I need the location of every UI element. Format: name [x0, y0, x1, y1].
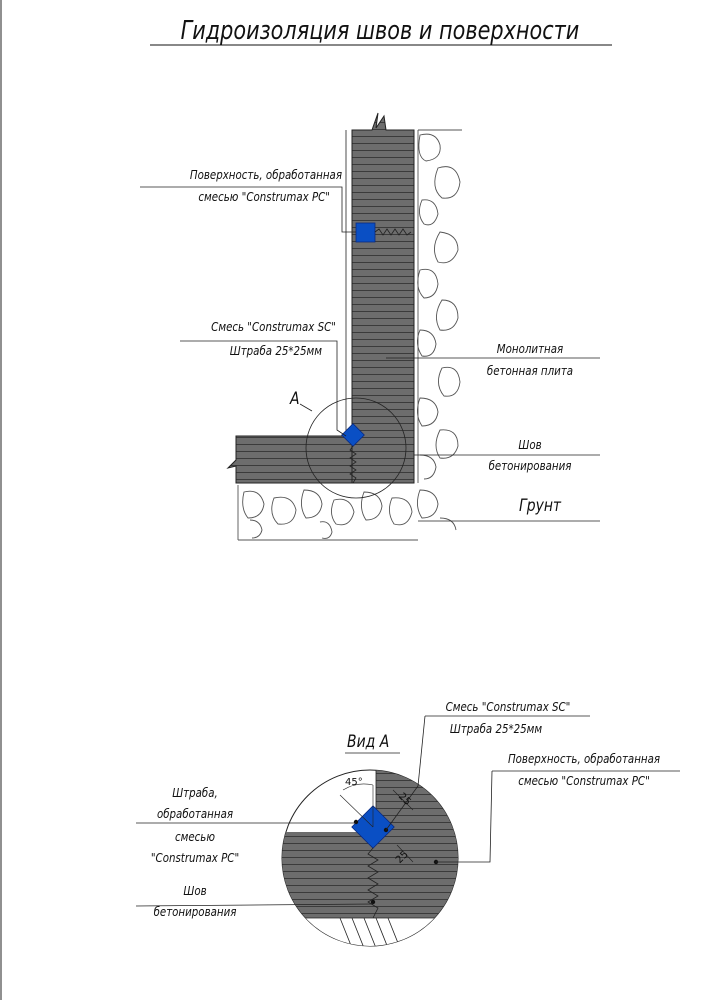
concrete-wall: [352, 113, 414, 483]
label-surface-line1: Поверхность, обработанная: [189, 167, 342, 182]
view-a-detail: [270, 760, 486, 948]
upper-groove-sealant: [356, 223, 375, 242]
view-a-title: Вид A: [347, 732, 390, 752]
dimension-side-bottom: 25: [393, 849, 411, 866]
page-title: Гидроизоляция швов и поверхности: [180, 16, 580, 46]
dimension-side-top: 25: [395, 791, 413, 808]
view-a-label-joint-line1: Шов: [183, 883, 207, 898]
label-ground: Грунт: [518, 496, 562, 516]
label-mix-line2: Штраба 25*25мм: [229, 343, 322, 358]
view-a-label-surface-line2: смесью "Construmax PC": [518, 773, 650, 788]
concrete-slab: [228, 436, 352, 483]
view-a-label-joint-line2: бетонирования: [153, 904, 237, 919]
label-slab-line1: Монолитная: [496, 341, 564, 356]
label-joint-line1: Шов: [518, 437, 542, 452]
view-a-label-groove-line1: Штраба,: [172, 785, 218, 800]
view-a-label-groove-line4: "Construmax PC": [150, 850, 240, 865]
dimension-angle: 45°: [345, 777, 363, 788]
view-a-label-groove-line3: смесью: [174, 829, 215, 844]
view-a-label-surface-line1: Поверхность, обработанная: [507, 751, 661, 766]
view-a-label-mix-line2: Штраба 25*25мм: [449, 721, 543, 736]
callout-a-leader: [300, 404, 312, 411]
label-slab-line2: бетонная плита: [486, 363, 574, 378]
label-surface-line2: смесью "Construmax PC": [198, 189, 330, 204]
view-a-label-mix-line1: Смесь "Construmax SC": [445, 699, 571, 714]
label-mix-line1: Смесь "Construmax SC": [211, 319, 336, 334]
view-a-label-groove-line2: обработанная: [156, 806, 234, 821]
label-callout-a: A: [290, 389, 300, 409]
label-joint-line2: бетонирования: [488, 458, 572, 473]
